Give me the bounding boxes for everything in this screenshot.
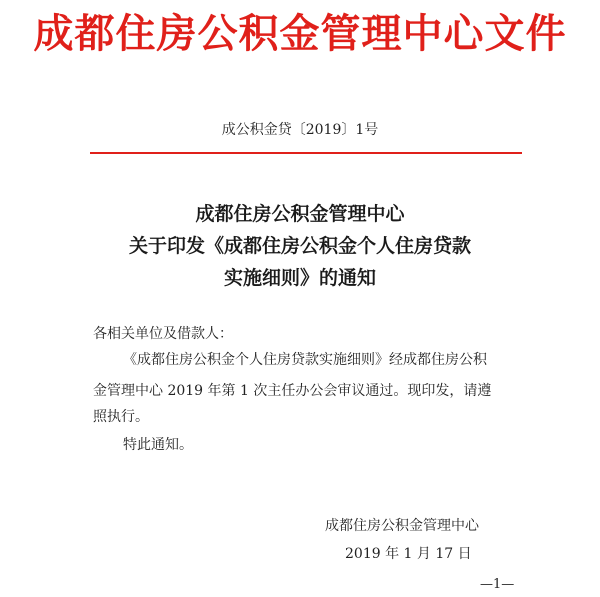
document-header-title: 成都住房公积金管理中心文件: [33, 11, 567, 57]
body-paragraph-line-3: 照执行。: [93, 409, 149, 425]
body-paragraph-line-1: 《成都住房公积金个人住房贷款实施细则》经成都住房公积: [123, 352, 487, 368]
body-paragraph-line-2: 金管理中心 2019 年第 1 次主任办公会审议通过。现印发，请遵: [93, 383, 492, 399]
notice-title-line-2: 关于印发《成都住房公积金个人住房贷款: [128, 235, 471, 257]
page-number: —1—: [480, 577, 515, 592]
notice-title-line-1: 成都住房公积金管理中心: [195, 203, 405, 225]
salutation: 各相关单位及借款人：: [93, 326, 233, 342]
red-divider-line: [90, 152, 522, 154]
closing-remark: 特此通知。: [123, 437, 193, 453]
notice-title-line-3: 实施细则》的通知: [223, 267, 376, 289]
document-number: 成公积金贷〔2019〕1号: [221, 122, 379, 138]
issuer-signature: 成都住房公积金管理中心: [325, 518, 479, 534]
issue-date: 2019 年 1 月 17 日: [345, 546, 472, 562]
